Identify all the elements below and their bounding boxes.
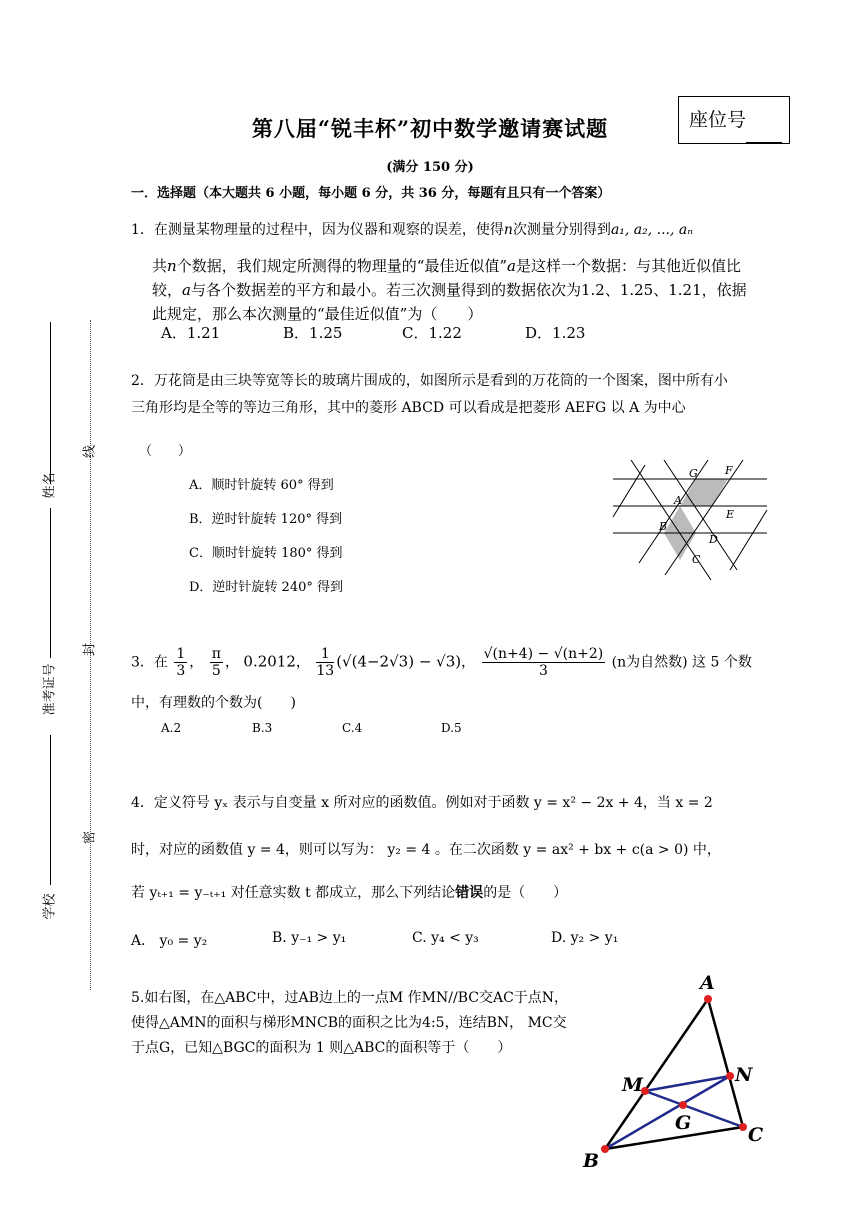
label-d: D <box>709 533 718 546</box>
label-e: E <box>726 508 735 521</box>
point-g <box>679 1101 687 1109</box>
seat-label: 座位号 <box>689 109 747 131</box>
point-a <box>704 995 712 1003</box>
point-n <box>726 1072 734 1080</box>
label-a: A <box>700 972 715 994</box>
q2-option-b[interactable]: B．逆时针旋转 120° 得到 <box>189 512 343 527</box>
q3-fraction-1-3: $\frac{1}{3}$ <box>176 646 186 679</box>
label-c: C <box>692 553 701 566</box>
q4-line2: 时，对应的函数值 y = 4，则可以写为： y₂ = 4 。在二次函数 y = ax² + bx + c(a > 0) 中， <box>131 842 721 858</box>
q3-fraction-sqrt: $\frac{√(n+4) - √(n+2)}{3}$ <box>483 646 604 679</box>
seat-number-box <box>678 96 790 144</box>
section-heading: 一．选择题（本大题共 6 小题，每小题 6 分，共 36 分，每题有且只有一个答案） <box>131 186 611 201</box>
q1-body: 共n个数据，我们规定所测得的物理量的“最佳近似值”a是这样一个数据：与其他近似值比较，a与各个数据差的平方和最小。若三次测量得到的数据依次为1.2、1.25、1.21，依据此规定，那么本次测量的“最佳近似值”为（ ） <box>152 257 747 323</box>
label-a: A <box>674 494 682 507</box>
label-g: G <box>675 1112 692 1134</box>
q2-option-a[interactable]: A．顺时针旋转 60° 得到 <box>189 478 334 493</box>
school-underline <box>50 735 51 885</box>
q1-sequence: a₁, a₂, ..., aₙ <box>610 222 693 238</box>
seal-mark-secret: 密 <box>82 831 98 845</box>
q1-option-a[interactable]: A．1.21 <box>161 324 221 342</box>
q1-option-d[interactable]: D．1.23 <box>525 324 586 342</box>
q2-option-d[interactable]: D．逆时针旋转 240° 得到 <box>189 580 344 595</box>
label-b: B <box>583 1150 600 1172</box>
q3-fraction-1-13: $\frac{1}{13}$ <box>316 646 335 679</box>
seal-mark-seal: 封 <box>82 643 98 657</box>
q3-option-c[interactable]: C.4 <box>342 721 363 735</box>
kaleidoscope-figure <box>605 455 775 585</box>
name-label: 姓名 <box>42 472 58 499</box>
q4-emphasis-wrong: 错误 <box>455 885 484 901</box>
page-title: 第八届“锐丰杯”初中数学邀请赛试题 <box>251 116 609 141</box>
label-m: M <box>622 1074 644 1096</box>
label-n: N <box>735 1064 753 1086</box>
q2-option-c[interactable]: C．顺时针旋转 180° 得到 <box>189 546 343 561</box>
point-c <box>739 1123 747 1131</box>
label-f: F <box>725 464 733 477</box>
q2-answer-paren: （ ） <box>139 444 192 459</box>
q1-option-c[interactable]: C．1.22 <box>402 324 462 342</box>
q3-line2: 中，有理数的个数为( ) <box>131 695 296 711</box>
q4-line3: 若 yₜ₊₁ = y₋ₜ₊₁ 对任意实数 t 都成立，那么下列结论错误的是（ ） <box>131 885 568 901</box>
q1-option-b[interactable]: B．1.25 <box>283 324 343 342</box>
q4-option-d[interactable]: D. y₂ > y₁ <box>551 930 619 946</box>
label-b: B <box>659 520 668 533</box>
q3-fraction-pi-5: $\frac{\pi}{5}$ <box>211 646 221 679</box>
subtitle: (满分 150 分) <box>386 160 474 175</box>
q4-line1: 4．定义符号 yₓ 表示与自变量 x 所对应的函数值。例如对于函数 y = x² − 2x + 4，当 x = 2 <box>131 795 713 811</box>
label-c: C <box>748 1124 764 1146</box>
q3-option-b[interactable]: B.3 <box>252 721 273 735</box>
q2-text: 2．万花筒是由三块等宽等长的玻璃片围成的，如图所示是看到的万花筒的一个图案，图中所有小三角形均是全等的等边三角形，其中的菱形 ABCD 可以看成是把菱形 AEFG 以 A 为中心 <box>131 373 728 416</box>
triangle-figure <box>575 965 775 1175</box>
point-b <box>601 1145 609 1153</box>
q3-option-a[interactable]: A.2 <box>161 721 182 735</box>
seat-blank[interactable] <box>746 124 782 143</box>
q4-option-c[interactable]: C. y₄ < y₃ <box>412 930 479 946</box>
q3-line1: 3．在 $\frac{1}{3}$ ， $\frac{\pi}{5}$ ， 0.2012， $\frac{1}{13}$ (√(4−2√3) − √3)， $\frac{√(n+4) - √(n+2)}{3}$ (n为自然数) 这 5 个数 <box>131 646 752 679</box>
q4-option-b[interactable]: B. y₋₁ > y₁ <box>272 930 347 946</box>
q5-text: 5.如右图，在△ABC中，过AB边上的一点M 作MN//BC交AC于点N，使得△AMN的面积与梯形MNCB的面积之比为4:5，连结BN， MC交于点G，已知△BGC的面积为 1 则△ABC的面积等于（ ） <box>131 990 569 1056</box>
name-underline <box>50 322 51 484</box>
q3-option-d[interactable]: D.5 <box>441 721 462 735</box>
q1-line1: 1．在测量某物理量的过程中，因为仪器和观察的误差，使得n次测量分别得到a₁, a₂, ..., aₙ <box>131 222 693 238</box>
school-label: 学校 <box>42 893 58 920</box>
exam-id-label: 准考证号 <box>42 663 58 716</box>
seal-mark-line: 线 <box>82 445 98 459</box>
exam-id-underline <box>50 508 51 658</box>
q4-option-a[interactable]: A． y₀ = y₂ <box>131 933 208 949</box>
label-g: G <box>689 467 698 480</box>
